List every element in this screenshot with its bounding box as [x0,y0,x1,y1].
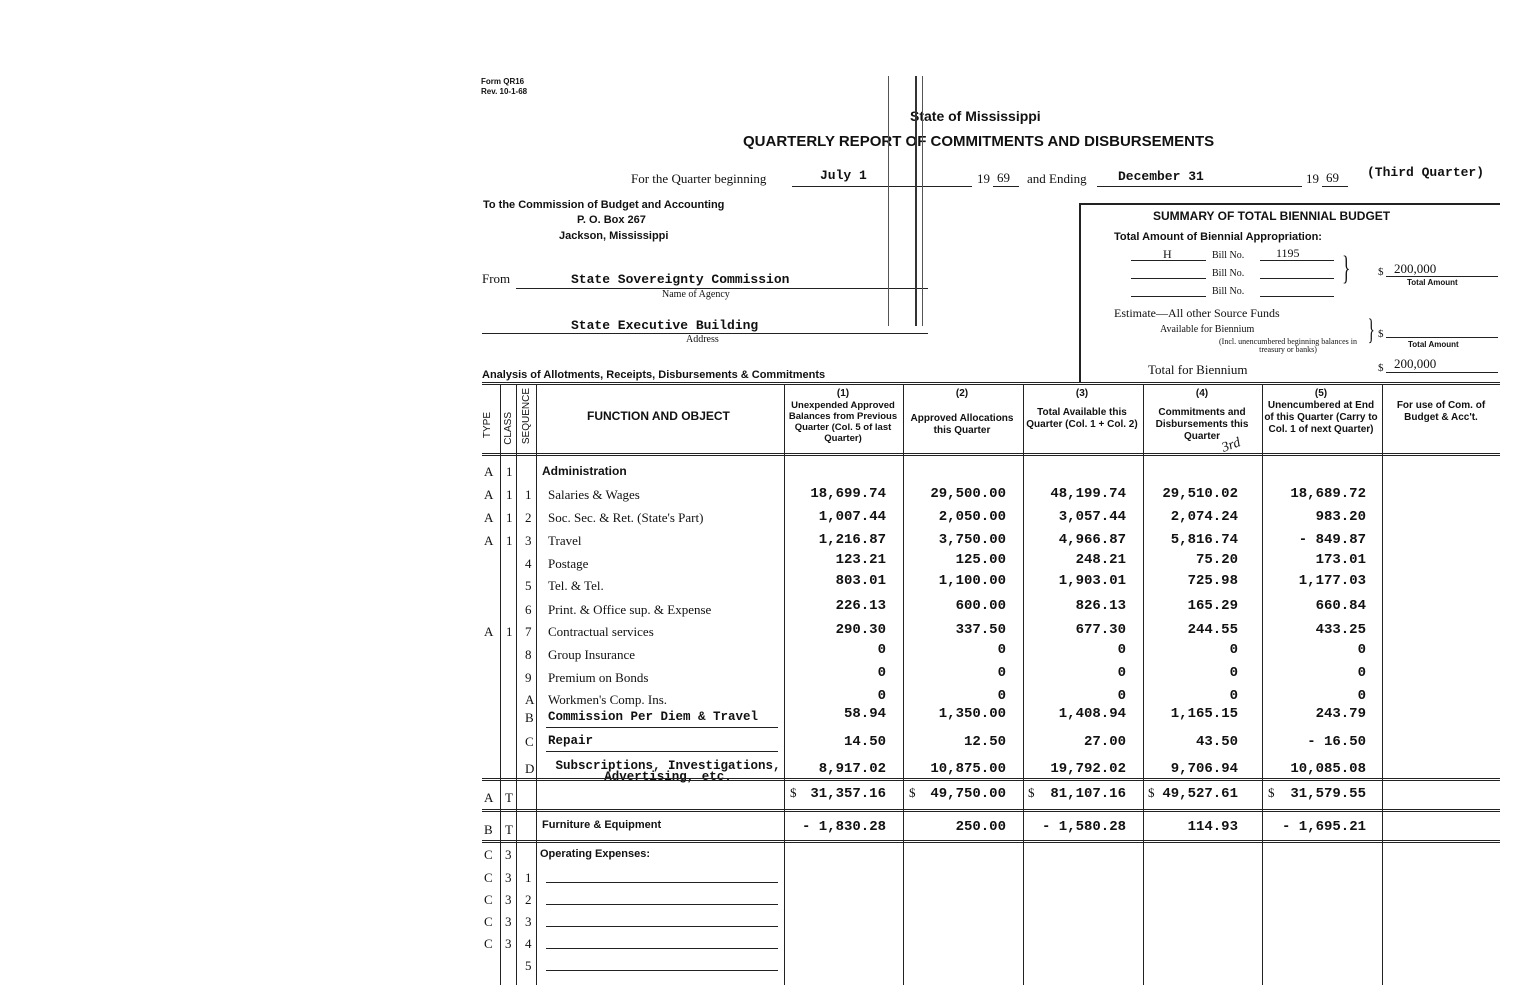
blank-line [546,926,778,927]
row-label: Soc. Sec. & Ret. (State's Part) [548,510,704,525]
row-c3: 1,903.01 [1058,573,1126,589]
row-c2: 337.50 [955,622,1006,638]
row-class: 1 [506,624,513,639]
agency-caption: Name of Agency [662,289,730,300]
row-c2: 0 [997,665,1006,681]
row-c1: 0 [877,665,886,681]
estimate-label: Estimate—All other Source Funds [1114,306,1280,320]
row-type: A [484,624,494,639]
row-c1: 0 [877,642,886,658]
row-c5: 660.84 [1315,598,1366,614]
row-class: 1 [506,487,513,502]
row-sequence: 8 [525,647,532,662]
total-c4: 49,527.61 [1162,786,1238,802]
from-label: From [482,271,511,286]
col-4-header: Commitments and Disbursements this Quarter [1155,407,1249,442]
row-c2: 3,750.00 [938,532,1006,548]
total-c4-currency: $ [1148,785,1155,800]
furniture-c5: - 1,695.21 [1281,819,1366,835]
col-class-header: CLASS [503,412,514,445]
row-type: A [484,487,494,502]
row-c3: 19,792.02 [1050,761,1126,777]
operating-row-type: C [484,914,493,929]
quarter-prefix: For the Quarter beginning [631,171,767,186]
total-biennium: 200,000 [1394,356,1437,371]
form-revision: Rev. 10-1-68 [481,87,528,96]
row-c1: 1,007.44 [818,509,886,525]
amount-prefix-1: $ [1378,266,1384,278]
year-prefix-2: 19 [1306,171,1319,186]
row-c2: 29,500.00 [930,486,1006,502]
analysis-title: Analysis of Allotments, Receipts, Disbursements & Commitments [482,369,826,381]
row-c2: 1,100.00 [938,573,1006,589]
row-sequence: 6 [525,602,532,617]
row-c3: 4,966.87 [1058,532,1126,548]
row-sequence: C [525,734,534,749]
operating-row-sequence: 4 [525,936,532,951]
row-sequence: 2 [525,510,532,525]
furniture-c2: 250.00 [955,819,1006,835]
row-c1: 1,216.87 [818,532,886,548]
row-type: A [484,464,494,479]
col-6-header: For use of Com. of Budget & Acc't. [1396,400,1486,423]
bill-label-3: Bill No. [1212,286,1245,297]
blank-line [546,948,778,949]
row-label: Postage [548,556,589,571]
operating-row-sequence: 5 [525,958,532,973]
operating-row-type: C [484,936,493,951]
col-3-number: (3) [1075,388,1089,399]
row-label: Subscriptions, Investigations, Advertising, etc. [555,759,781,784]
furniture-class: T [505,822,513,837]
row-sequence: B [525,710,534,725]
row-c4: 0 [1229,665,1238,681]
agency-name: State Sovereignty Commission [571,272,790,287]
operating-class: 3 [505,847,512,862]
row-label: Travel [548,533,582,548]
col-2-number: (2) [955,388,969,399]
row-c2: 12.50 [963,734,1006,750]
row-c1: 14.50 [843,734,886,750]
total-c1: 31,357.16 [810,786,886,802]
furniture-label: Furniture & Equipment [542,819,662,831]
total-c3-currency: $ [1028,785,1035,800]
row-c1: 0 [877,688,886,704]
report-title: QUARTERLY REPORT OF COMMITMENTS AND DISBURSEMENTS [743,133,1215,150]
row-c4: 43.50 [1195,734,1238,750]
row-label: Workmen's Comp. Ins. [548,692,668,707]
form-id: Form QR16 [481,77,525,86]
row-c3: 0 [1117,665,1126,681]
row-c3: 27.00 [1083,734,1126,750]
blank-line [546,970,778,971]
row-c4: 0 [1229,688,1238,704]
total-c5: 31,579.55 [1290,786,1366,802]
row-label: Salaries & Wages [548,487,640,502]
operating-row-sequence: 1 [525,870,532,885]
row-c5: 0 [1357,665,1366,681]
row-c1: 58.94 [843,706,886,722]
row-c2: 10,875.00 [930,761,1006,777]
total-c3: 81,107.16 [1050,786,1126,802]
address-caption: Address [686,334,719,345]
row-c4: 0 [1229,642,1238,658]
blank-line [546,904,778,905]
incl-note: (Incl. unencumbered beginning balances in treasury or banks) [1219,337,1357,354]
row-sequence: D [525,761,535,776]
row-c5: 433.25 [1315,622,1366,638]
total-class: T [505,790,513,805]
row-c3: 0 [1117,688,1126,704]
row-label: Contractual services [548,624,654,639]
row-c2: 0 [997,688,1006,704]
row-label: Group Insurance [548,647,635,662]
row-label: Repair [548,734,594,748]
row-c5: 18,689.72 [1290,486,1366,502]
row-sequence: A [525,692,535,707]
row-c5: 173.01 [1315,552,1366,568]
row-type: A [484,510,494,525]
row-c2: 125.00 [955,552,1006,568]
row-class: 1 [506,464,513,479]
row-c4: 9,706.94 [1170,761,1238,777]
row-class: 1 [506,533,513,548]
row-c3: 826.13 [1075,598,1126,614]
row-c4: 29,510.02 [1162,486,1238,502]
row-c5: 1,177.03 [1298,573,1366,589]
row-c1: 290.30 [835,622,886,638]
row-c4: 1,165.15 [1170,706,1238,722]
row-c3: 3,057.44 [1058,509,1126,525]
row-c4: 5,816.74 [1170,532,1238,548]
row-c1: 226.13 [835,598,886,614]
operating-row-type: C [484,870,493,885]
col-function-header: FUNCTION AND OBJECT [587,409,730,423]
row-sequence: 1 [525,487,532,502]
col-5-number: (5) [1314,388,1328,399]
blank-line [546,882,778,883]
total-amount-caption-2: Total Amount [1408,340,1459,349]
bill-label-1: Bill No. [1212,250,1245,261]
furniture-c1: - 1,830.28 [801,819,886,835]
row-c3: 0 [1117,642,1126,658]
operating-row-class: 3 [505,892,512,907]
row-c5: 983.20 [1315,509,1366,525]
addressee-line-1: To the Commission of Budget and Accounting [483,199,725,211]
total-biennium-label: Total for Biennium [1148,362,1248,377]
row-c5: - 849.87 [1298,532,1366,548]
operating-row-type: C [484,892,493,907]
total-c1-currency: $ [790,785,797,800]
row-label: Commission Per Diem & Travel [548,710,759,724]
year-prefix-1: 19 [977,171,990,186]
brace-2: } [1367,313,1375,346]
row-c2: 600.00 [955,598,1006,614]
summary-title: SUMMARY OF TOTAL BIENNIAL BUDGET [1153,209,1391,223]
row-label: Premium on Bonds [548,670,649,685]
row-label: Tel. & Tel. [548,578,604,593]
row-c5: 0 [1357,642,1366,658]
begin-year: 69 [997,170,1010,185]
row-c1: 18,699.74 [810,486,886,502]
amount-prefix-3: $ [1378,362,1384,374]
row-c2: 1,350.00 [938,706,1006,722]
operating-row-class: 3 [505,914,512,929]
operating-row-sequence: 2 [525,892,532,907]
furniture-c4: 114.93 [1187,819,1238,835]
row-c5: 0 [1357,688,1366,704]
ending-label: and Ending [1027,171,1087,186]
row-c5: - 16.50 [1307,734,1366,750]
bill-prefix: H [1163,247,1172,261]
total-c2-currency: $ [909,785,916,800]
bill-number: 1195 [1276,246,1300,260]
col-4-handwritten-note: 3rd [1219,435,1243,456]
operating-row-class: 3 [505,936,512,951]
row-c3: 48,199.74 [1050,486,1126,502]
operating-type: C [484,847,493,862]
addressee-line-3: Jackson, Mississippi [559,230,669,242]
row-c4: 725.98 [1187,573,1238,589]
furniture-type: B [484,822,493,837]
col-1-number: (1) [836,388,850,399]
total-c2: 49,750.00 [930,786,1006,802]
operating-row-sequence: 3 [525,914,532,929]
row-c3: 677.30 [1075,622,1126,638]
col-type-header: TYPE [482,412,493,439]
row-class: 1 [506,510,513,525]
agency-address: State Executive Building [571,318,759,333]
row-c4: 2,074.24 [1170,509,1238,525]
row-sequence: 3 [525,533,532,548]
row-label: Print. & Office sup. & Expense [548,602,712,617]
col-sequence-header: SEQUENCE [521,388,532,445]
row-sequence: 9 [525,670,532,685]
col-5-header: Unencumbered at End of this Quarter (Carry to Col. 1 of next Quarter) [1264,400,1378,435]
appropriation-label: Total Amount of Biennial Appropriation: [1114,231,1322,243]
row-sequence: 7 [525,624,532,639]
state-name: State of Mississippi [910,108,1041,124]
row-label: Administration [542,464,627,478]
quarter-note: (Third Quarter) [1367,165,1485,180]
bill-label-2: Bill No. [1212,268,1245,279]
addressee-line-2: P. O. Box 267 [577,214,646,226]
available-label: Available for Biennium [1160,324,1255,335]
row-sequence: 5 [525,578,532,593]
brace-1: } [1342,250,1351,287]
row-c5: 243.79 [1315,706,1366,722]
total-type: A [484,790,494,805]
row-c1: 8,917.02 [818,761,886,777]
end-date: December 31 [1118,169,1204,184]
end-year: 69 [1326,170,1339,185]
row-c1: 803.01 [835,573,886,589]
col-4-number: (4) [1195,388,1209,399]
total-amount-caption-1: Total Amount [1407,278,1458,287]
operating-row-class: 3 [505,870,512,885]
begin-date: July 1 [820,168,867,183]
total-amount: 200,000 [1394,261,1437,276]
row-c4: 75.20 [1195,552,1238,568]
amount-prefix-2: $ [1378,328,1384,340]
row-sequence: 4 [525,556,532,571]
col-1-header: Unexpended Approved Balances from Previous Quarter (Col. 5 of last Quarter) [788,400,898,444]
row-c2: 2,050.00 [938,509,1006,525]
row-c4: 244.55 [1187,622,1238,638]
row-c5: 10,085.08 [1290,761,1366,777]
row-c3: 1,408.94 [1058,706,1126,722]
row-type: A [484,533,494,548]
col-2-header: Approved Allocations this Quarter [910,413,1014,436]
row-c1: 123.21 [835,552,886,568]
col-3-header: Total Available this Quarter (Col. 1 + Col. 2) [1026,407,1138,430]
row-c3: 248.21 [1075,552,1126,568]
total-c5-currency: $ [1268,785,1275,800]
furniture-c3: - 1,580.28 [1041,819,1126,835]
operating-label: Operating Expenses: [540,848,651,860]
row-c4: 165.29 [1187,598,1238,614]
row-c2: 0 [997,642,1006,658]
